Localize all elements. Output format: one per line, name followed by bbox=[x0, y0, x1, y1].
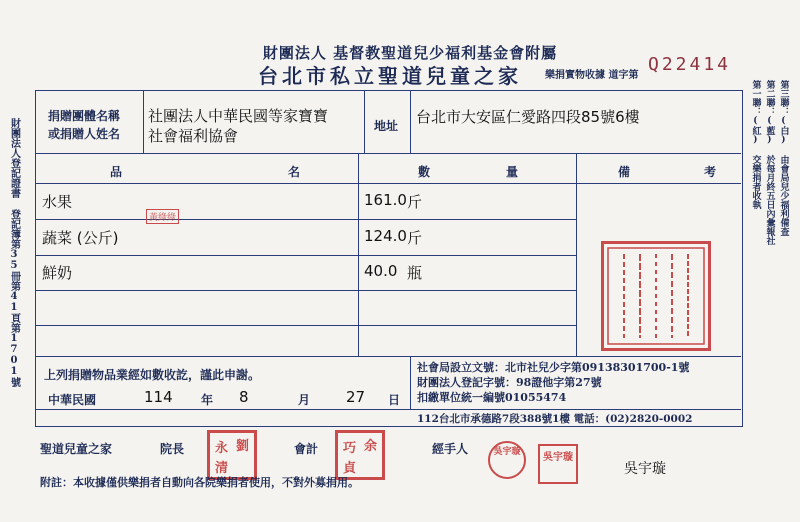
org-title: 台北市私立聖道兒童之家 bbox=[258, 64, 522, 88]
right-margin-copy-3: 第三聯：(白) 由會局兒少福利備查 bbox=[778, 80, 789, 236]
footnote: 附註：本收據僅供樂捐者自動向各院樂捐者使用，不對外募捐用。 bbox=[40, 476, 359, 489]
row-1-item: 水果 bbox=[42, 193, 73, 211]
date-year: 114 bbox=[144, 388, 173, 406]
donor-label-line2: 或捐贈人姓名 bbox=[48, 127, 121, 141]
handler-name: 吳宇璇 bbox=[624, 461, 666, 477]
sign-org-name: 聖道兒童之家 bbox=[40, 442, 113, 456]
col-note-header-2: 考 bbox=[704, 165, 717, 179]
handler-square-stamp: 吳宇璇 bbox=[538, 444, 578, 484]
row-1-qty: 161.0 bbox=[364, 191, 407, 209]
row-2-item: 蔬菜 (公斤) bbox=[42, 229, 119, 247]
col-item-header-1: 品 bbox=[110, 165, 123, 179]
row-3-item: 鮮奶 bbox=[42, 264, 73, 282]
date-day-label: 日 bbox=[388, 393, 401, 407]
foundation-title: 財團法人 基督教聖道兒少福利基金會附屬 bbox=[262, 44, 558, 62]
handler-round-stamp: 吳宇璇 bbox=[488, 441, 526, 479]
row-2-unit: 斤 bbox=[407, 229, 423, 247]
col-qty-header-2: 量 bbox=[506, 165, 519, 179]
col-qty-header-1: 數 bbox=[418, 165, 431, 179]
accounting-stamp bbox=[335, 430, 385, 480]
receipt-type-label: 樂捐實物收據 道字第 bbox=[545, 70, 639, 81]
donor-address: 台北市大安區仁愛路四段85號6樓 bbox=[416, 108, 640, 126]
date-era: 中華民國 bbox=[48, 393, 97, 407]
date-month-label: 月 bbox=[298, 393, 311, 407]
acknowledgement-text: 上列捐贈物品業經如數收訖，謹此申謝。 bbox=[44, 368, 261, 382]
accounting-stamp-char-1: 余 bbox=[364, 439, 378, 454]
row-2-qty: 124.0 bbox=[364, 227, 407, 245]
date-day: 27 bbox=[346, 388, 366, 406]
col-note-header-1: 備 bbox=[618, 165, 631, 179]
accounting-stamp-char-2: 巧 bbox=[343, 441, 357, 456]
registration-line-1: 社會局設立文號：北市社兒少字第09138301700-1號 bbox=[417, 361, 690, 374]
date-year-label: 年 bbox=[201, 393, 214, 407]
accounting-label: 會計 bbox=[294, 442, 319, 456]
director-stamp-char-2: 永 bbox=[215, 441, 229, 456]
row-1-unit: 斤 bbox=[407, 193, 423, 211]
director-stamp bbox=[207, 430, 257, 480]
donor-label-line1: 捐贈團體名稱 bbox=[48, 109, 121, 123]
receipt-form bbox=[35, 90, 743, 427]
serial-number: Q22414 bbox=[648, 54, 732, 75]
handler-label: 經手人 bbox=[432, 442, 469, 456]
correction-stamp: 黃綠綠 bbox=[146, 209, 179, 224]
donor-name-line1: 社團法人中華民國等家寶寶 bbox=[148, 107, 329, 125]
row-3-qty: 40.0 bbox=[364, 262, 398, 280]
row-3-unit: 瓶 bbox=[407, 264, 423, 282]
date-month: 8 bbox=[239, 388, 249, 406]
director-label: 院長 bbox=[160, 442, 185, 456]
address-label: 地址 bbox=[374, 119, 399, 133]
accounting-stamp-char-3: 貞 bbox=[343, 461, 357, 476]
registration-line-4: 112台北市承德路7段388號1樓 電話：(02)2820-0002 bbox=[417, 413, 693, 425]
organization-seal bbox=[601, 241, 711, 351]
registration-line-2: 財團法人登記字號：98證他字第27號 bbox=[417, 376, 602, 389]
left-margin-registration: 財團法人登記證書 登記簿第35冊第41頁第1701號 bbox=[8, 118, 20, 387]
donor-name-line2: 社會福利協會 bbox=[148, 127, 239, 145]
right-margin-copy-1: 第一聯：(紅) 交樂捐者收執 bbox=[750, 80, 761, 209]
right-margin-copy-2: 第二聯：(藍) 於每月終五日內彙報社 bbox=[764, 80, 775, 245]
col-item-header-2: 名 bbox=[288, 165, 301, 179]
director-stamp-char-3: 清 bbox=[215, 461, 229, 476]
director-stamp-char-1: 劉 bbox=[236, 439, 250, 454]
registration-line-3: 扣繳單位統一編號01055474 bbox=[417, 391, 567, 404]
